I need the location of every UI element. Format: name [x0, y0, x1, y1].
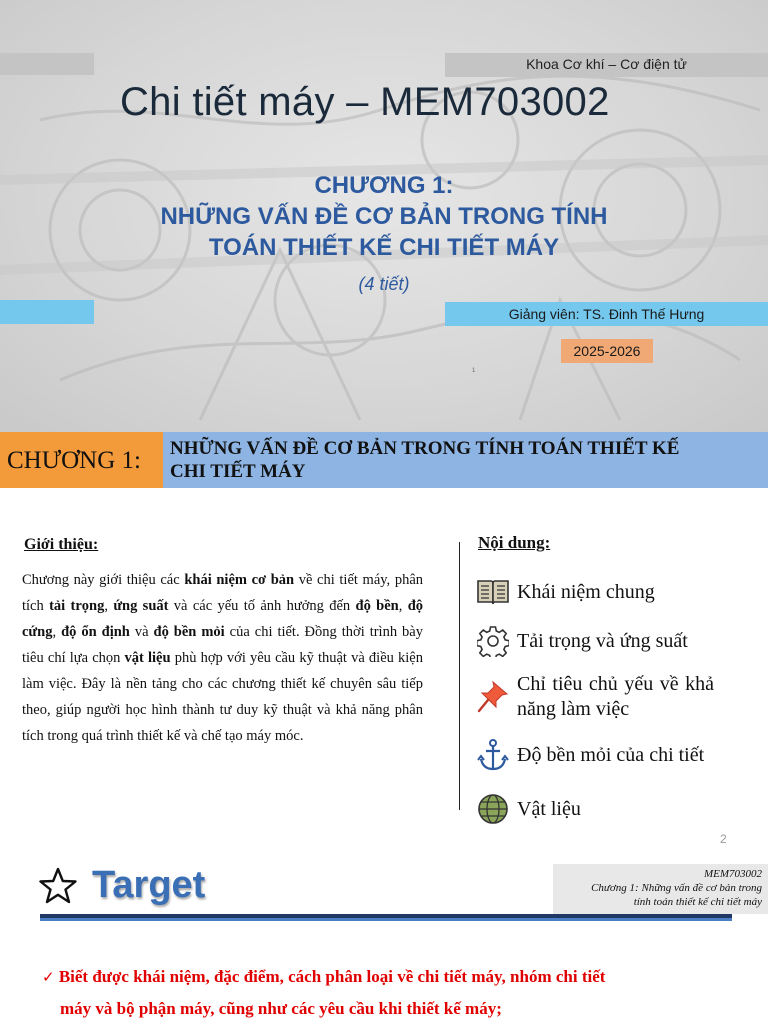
intro-keyword: độ cứng: [22, 598, 424, 640]
intro-paragraph: [22, 567, 423, 749]
periods-value: 4 tiết: [364, 274, 404, 294]
toc-item-materials[interactable]: [476, 792, 581, 826]
gear-icon: [476, 624, 510, 658]
chapter-reference-line1: Chương 1: Những vấn đề cơ bản trong: [591, 882, 762, 894]
checkmark-icon: ✓: [42, 968, 55, 986]
toc-label: Độ bền mỏi của chi tiết: [517, 743, 705, 766]
toc-label: Khái niệm chung: [517, 580, 655, 603]
toc-item-performance-criteria[interactable]: [476, 672, 714, 722]
contents-heading: Nội dung:: [478, 533, 551, 552]
intro-keyword: khái niệm cơ bản: [184, 572, 295, 588]
intro-keyword: độ bền mỏi: [153, 624, 225, 640]
anchor-icon: [476, 738, 510, 772]
intro-text: của chi tiết. Đồng thời trình bày tiêu chí lựa chọn: [22, 624, 423, 666]
chapter-title-line3: TOÁN THIẾT KẾ CHI TIẾT MÁY: [208, 234, 560, 261]
intro-keyword: vật liệu: [124, 650, 171, 666]
course-code: MEM703002: [703, 868, 762, 880]
star-icon: [38, 866, 78, 906]
title-slide: [0, 0, 768, 432]
section-title: Target: [92, 864, 206, 906]
slide-marker: 1: [472, 368, 476, 374]
chapter-header-title: [163, 432, 768, 488]
chapter-title: [0, 170, 768, 263]
toc-label: Chỉ tiêu chủ yếu về khả năng làm việc: [517, 673, 714, 720]
toc-item-concepts[interactable]: [476, 575, 655, 609]
intro-keyword: độ ổn định: [61, 624, 130, 640]
chapter-title-line1: CHƯƠNG 1:: [314, 172, 454, 199]
chapter-header-title-line2: CHI TIẾT MÁY: [170, 461, 306, 482]
intro-keyword: ứng suất: [113, 598, 169, 614]
chapter-header-title-line1: NHỮNG VẤN ĐỀ CƠ BẢN TRONG TÍNH TOÁN THIẾT KẾ: [170, 438, 680, 459]
decor-cyan-bar: [0, 300, 94, 324]
intro-text: ,: [52, 624, 62, 640]
department-label: Khoa Cơ khí – Cơ điện tử: [526, 56, 687, 72]
title-underline-accent: [40, 918, 732, 921]
intro-keyword: tải trọng: [49, 598, 105, 614]
pushpin-icon: [476, 680, 510, 714]
academic-year-badge: 2025-2026: [561, 339, 653, 363]
column-divider: [459, 542, 460, 810]
page-number: 2: [720, 832, 727, 846]
globe-icon: [476, 792, 510, 826]
intro-text: ,: [398, 598, 408, 614]
chapter-title-line2: NHỮNG VẤN ĐỀ CƠ BẢN TRONG TÍNH: [160, 203, 608, 230]
course-title: Chi tiết máy – MEM703002: [120, 80, 610, 124]
objective-line2: máy và bộ phận máy, cũng như các yêu cầu khi thiết kế máy;: [60, 999, 502, 1018]
chapter-header-text: CHƯƠNG 1:: [7, 447, 141, 474]
chapter-header-label: [0, 432, 163, 488]
intro-text: phù hợp với yêu cầu kỹ thuật và điều kiện làm việc. Đây là nền tảng cho các chương thiết kế chuyên sâu tiếp theo, giúp người học hình thành tư duy kỹ thuật và khả năng phân tích trong quá trình thiết kế và chế tạo máy móc.: [22, 650, 423, 744]
intro-text: và các yếu tố ảnh hưởng đến: [168, 598, 356, 614]
toc-label: Tải trọng và ứng suất: [517, 629, 688, 652]
objective-line1: Biết được khái niệm, đặc điểm, cách phân loại về chi tiết máy, nhóm chi tiết: [58, 967, 606, 986]
book-icon: [476, 575, 510, 609]
intro-text: ,: [104, 598, 114, 614]
intro-text: Chương này giới thiệu các: [22, 572, 185, 588]
intro-text: và: [129, 624, 154, 640]
intro-text: về chi tiết máy, phân tích: [22, 572, 424, 614]
objective-bullet: [42, 961, 742, 1024]
course-reference-box: [553, 864, 768, 914]
periods-label: (4 tiết): [358, 274, 410, 294]
decor-bar-left: [0, 53, 94, 75]
intro-heading: Giới thiệu:: [24, 536, 99, 553]
toc-label: Vật liệu: [517, 797, 581, 820]
toc-item-loads-stress[interactable]: [476, 624, 688, 658]
lecturer-label: Giảng viên: TS. Đinh Thế Hưng: [445, 302, 768, 326]
intro-keyword: độ bền: [355, 598, 399, 614]
toc-item-fatigue-strength[interactable]: [476, 738, 704, 772]
chapter-reference-line2: tính toán thiết kế chi tiết máy: [633, 896, 762, 908]
